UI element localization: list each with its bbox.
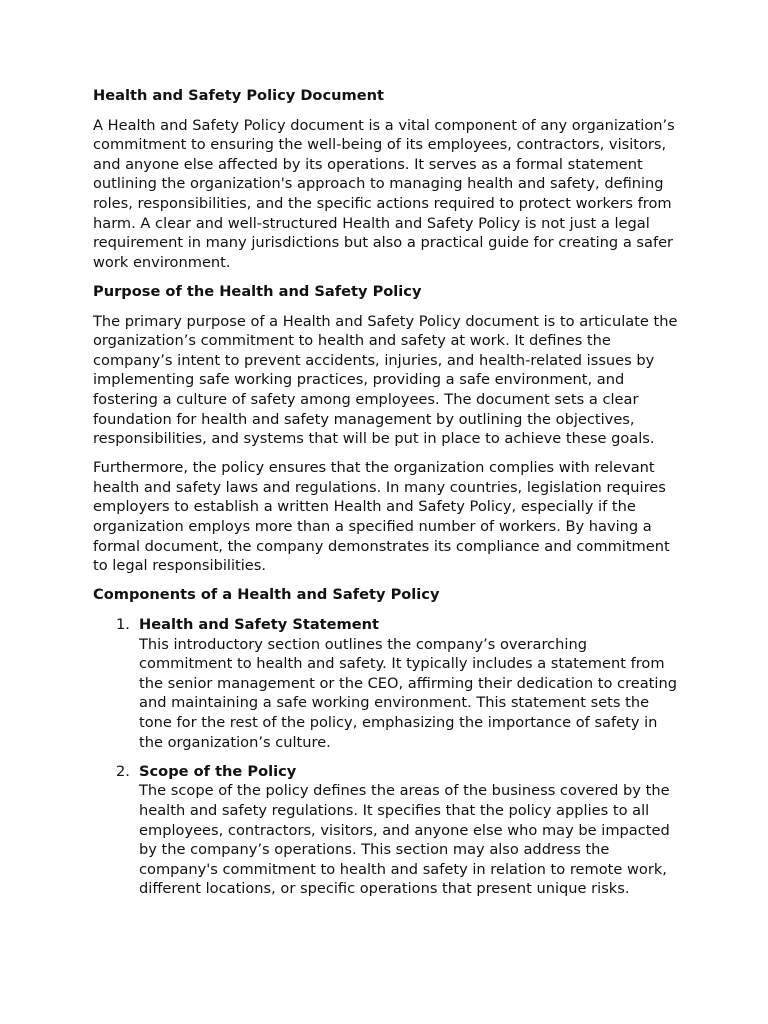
list-item-title: Scope of the Policy xyxy=(139,762,297,780)
document-page xyxy=(93,86,679,909)
purpose-paragraph-1: The primary purpose of a Health and Safety Policy document is to articulate the organization’s commitment to health and safety at work. It defines the company’s intent to prevent accidents, injuries, and health-related issues by implementing safe working practices, providing a safe environment, and fostering a culture of safety among employees. The document sets a clear foundation for health and safety management by outlining the objectives, responsibilities, and systems that will be put in place to achieve these goals. xyxy=(93,312,678,448)
list-item xyxy=(93,615,679,752)
purpose-heading: Purpose of the Health and Safety Policy xyxy=(93,282,422,300)
list-item-title: Health and Safety Statement xyxy=(139,616,380,634)
list-item-number: 2. xyxy=(116,762,130,780)
list-item-body: The scope of the policy defines the areas of the business covered by the health and safety regulations. It specifies that the policy applies to all employees, contractors, visitors, and anyone else who may be impacted by the company’s operations. This section may also address the company's commitment to health and safety in relation to remote work, different locations, or specific operations that present unique risks. xyxy=(139,782,670,898)
list-item xyxy=(93,762,679,899)
components-heading: Components of a Health and Safety Policy xyxy=(93,586,440,604)
document-title: Health and Safety Policy Document xyxy=(93,87,384,104)
list-item-body: This introductory section outlines the company’s overarching commitment to health and safety. It typically includes a statement from the senior management or the CEO, affirming their dedication to creating and maintaining a safe working environment. This statement sets the tone for the rest of the policy, emphasizing the importance of safety in the organization’s culture. xyxy=(139,635,677,751)
purpose-paragraph-2: Furthermore, the policy ensures that the organization complies with relevant health and safety laws and regulations. In many countries, legislation requires employers to establish a written Health and Safety Policy, especially if the organization employs more than a specified number of workers. By having a formal document, the company demonstrates its compliance and commitment to legal responsibilities. xyxy=(93,459,670,575)
list-item-number: 1. xyxy=(116,616,130,634)
components-list xyxy=(93,615,679,899)
intro-paragraph: A Health and Safety Policy document is a vital component of any organization’s commitment to ensuring the well-being of its employees, contractors, visitors, and anyone else affected by its operations. It serves as a formal statement outlining the organization's approach to managing health and safety, defining roles, responsibilities, and the specific actions required to protect workers from harm. A clear and well-structured Health and Safety Policy is not just a legal requirement in many jurisdictions but also a practical guide for creating a safer work environment. xyxy=(93,116,675,271)
